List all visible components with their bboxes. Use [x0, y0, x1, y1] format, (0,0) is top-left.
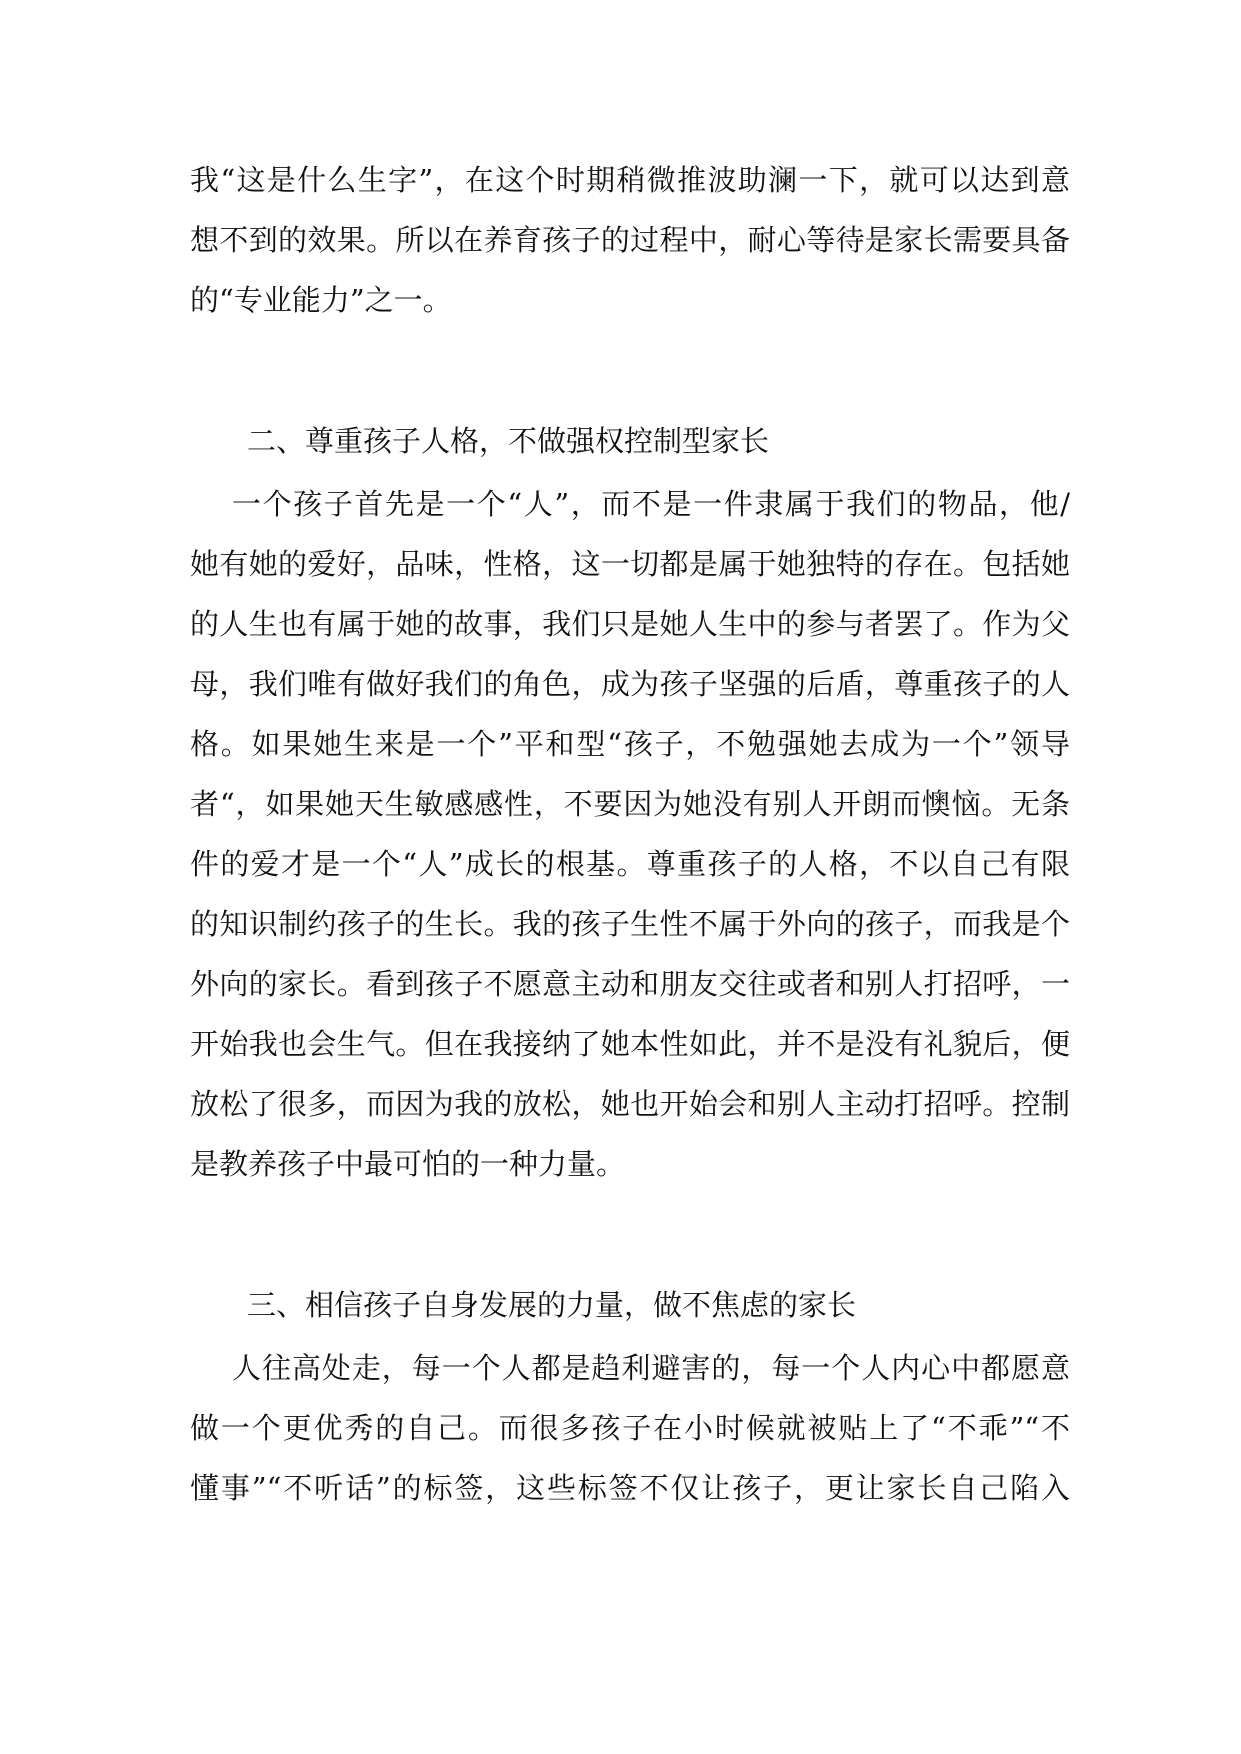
- paragraph-line: 者“，如果她天生敏感感性，不要因为她没有别人开朗而懊恼。无条: [190, 787, 1070, 821]
- paragraph-line: 的“专业能力”之一。: [190, 283, 452, 317]
- paragraph-line: 开始我也会生气。但在我接纳了她本性如此，并不是没有礼貌后，便: [190, 1027, 1070, 1061]
- paragraph-line: 母，我们唯有做好我们的角色，成为孩子坚强的后盾，尊重孩子的人: [190, 667, 1070, 701]
- paragraph-line: 我“这是什么生字”，在这个时期稍微推波助澜一下，就可以达到意: [190, 163, 1070, 197]
- paragraph-line: 格。如果她生来是一个”平和型“孩子，不勉强她去成为一个”领导: [190, 727, 1070, 761]
- paragraph-line: 放松了很多，而因为我的放松，她也开始会和别人主动打招呼。控制: [190, 1087, 1070, 1121]
- paragraph-line: 的人生也有属于她的故事，我们只是她人生中的参与者罢了。作为父: [190, 607, 1070, 641]
- paragraph-line: 她有她的爱好，品味，性格，这一切都是属于她独特的存在。包括她: [190, 547, 1070, 581]
- paragraph-line: 件的爱才是一个“人”成长的根基。尊重孩子的人格，不以自己有限: [190, 847, 1070, 881]
- paragraph-line: 想不到的效果。所以在养育孩子的过程中，耐心等待是家长需要具备: [190, 223, 1070, 257]
- paragraph-line: 是教养孩子中最可怕的一种力量。: [190, 1147, 626, 1181]
- paragraph-line: 懂事”“不听话”的标签，这些标签不仅让孩子，更让家长自己陷入: [190, 1471, 1070, 1505]
- paragraph-line: 做一个更优秀的自己。而很多孩子在小时候就被贴上了“不乖”“不: [190, 1411, 1070, 1445]
- paragraph-line: 一个孩子首先是一个“人”，而不是一件隶属于我们的物品，他/: [232, 487, 1070, 521]
- section-heading: 二、尊重孩子人格，不做强权控制型家长: [247, 424, 770, 458]
- paragraph-line: 人往高处走，每一个人都是趋利避害的，每一个人内心中都愿意: [232, 1351, 1070, 1385]
- paragraph-line: 外向的家长。看到孩子不愿意主动和朋友交往或者和别人打招呼，一: [190, 967, 1070, 1001]
- paragraph-line: 的知识制约孩子的生长。我的孩子生性不属于外向的孩子，而我是个: [190, 907, 1070, 941]
- section-heading: 三、相信孩子自身发展的力量，做不焦虑的家长: [247, 1288, 857, 1322]
